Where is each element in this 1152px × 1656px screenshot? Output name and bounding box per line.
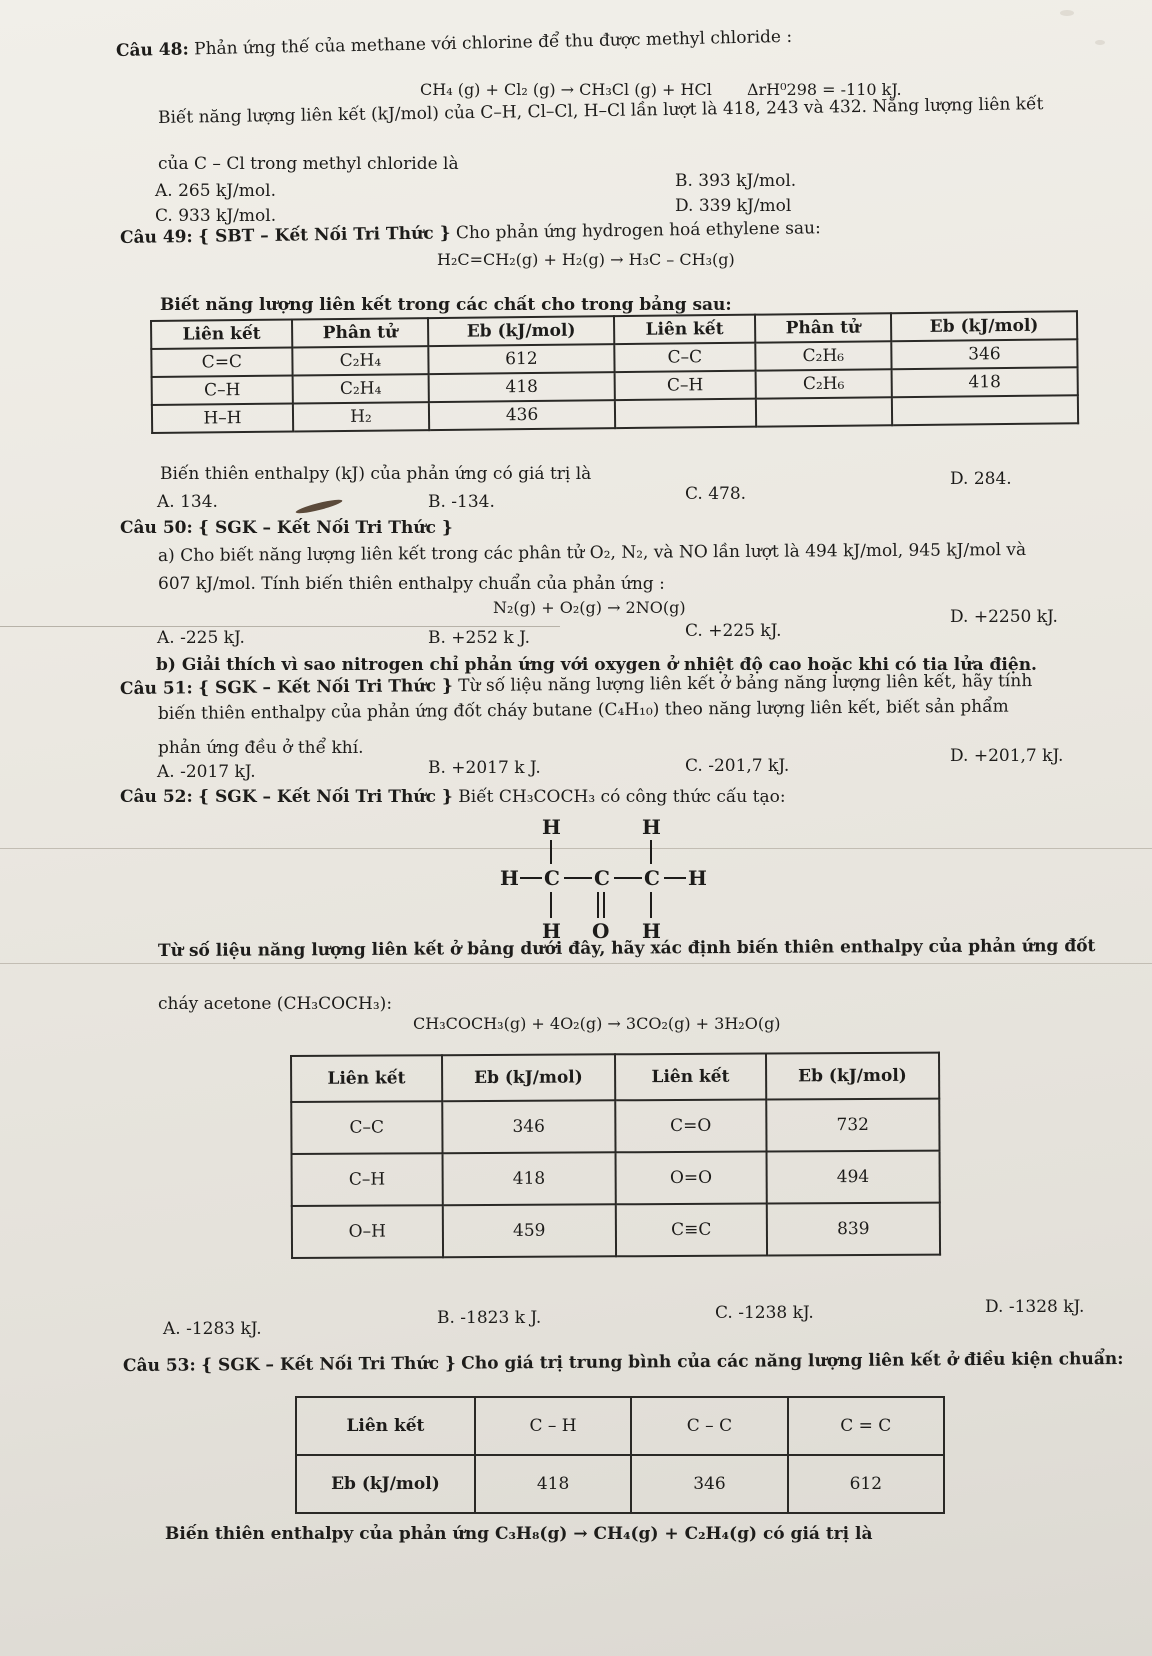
q48-option-c: C. 933 kJ/mol. xyxy=(155,206,277,226)
table-cell xyxy=(892,395,1078,425)
q48-info1: Biết năng lượng liên kết (kJ/mol) của C–H, Cl–Cl, H–Cl lần lượt là 418, 243 và 432. Năng lượng liên kết xyxy=(157,94,1044,128)
q48-info2: của C – Cl trong methyl chloride là xyxy=(158,154,459,174)
q50-intro xyxy=(120,517,453,539)
table-row xyxy=(296,1455,944,1513)
q51-source: { SGK – Kết Nối Tri Thức } xyxy=(198,676,453,699)
table-cell: C₂H₄ xyxy=(292,374,428,403)
table-cell: C₂H₆ xyxy=(755,341,891,370)
atom-label: H xyxy=(500,866,519,890)
table-cell: 732 xyxy=(766,1099,940,1152)
q51-text2: biến thiên enthalpy của phản ứng đốt cháy butane (C₄H₁₀) theo năng lượng liên kết, biết sản phẩm xyxy=(157,696,1009,724)
table-header: Eb (kJ/mol) xyxy=(428,316,614,346)
table-cell: C₂H₆ xyxy=(755,369,891,398)
q48-option-a: A. 265 kJ/mol. xyxy=(155,181,276,201)
table-header: Phân tử xyxy=(292,318,428,347)
q53-source: { SGK – Kết Nối Tri Thức } xyxy=(201,1353,456,1376)
table-row xyxy=(292,1203,940,1258)
table-cell: 459 xyxy=(442,1204,616,1257)
bleed-through-line xyxy=(0,963,1152,964)
table-cell: C=O xyxy=(615,1100,766,1153)
q52-option-d: D. -1328 kJ. xyxy=(985,1297,1085,1317)
q49-question: Biến thiên enthalpy (kJ) của phản ứng có giá trị là xyxy=(160,464,592,484)
q48-text: Phản ứng thế của methane với chlorine để thu được methyl chloride : xyxy=(193,26,793,60)
table-header: Eb (kJ/mol) xyxy=(442,1054,616,1101)
table-cell: H–H xyxy=(152,404,293,433)
table-cell: 418 xyxy=(442,1152,616,1205)
q49-text: Cho phản ứng hydrogen hoá ethylene sau: xyxy=(455,218,821,244)
q51-text1: Từ số liệu năng lượng liên kết ở bảng năng lượng liên kết, hãy tính xyxy=(458,671,1033,697)
table-cell: C–H xyxy=(292,1153,443,1206)
q53-label: Câu 53: xyxy=(122,1355,196,1376)
table-cell: 418 xyxy=(429,372,615,402)
table-header: C – C xyxy=(631,1397,787,1455)
table-header: Liên kết xyxy=(151,320,292,349)
q53-bond-table xyxy=(295,1396,945,1514)
table-header: Eb (kJ/mol) xyxy=(891,311,1077,341)
table-header: Liên kết xyxy=(614,315,755,344)
q52-option-c: C. -1238 kJ. xyxy=(715,1303,814,1323)
atom-label: C xyxy=(644,866,660,890)
q52-text: Biết CH₃COCH₃ có công thức cấu tạo: xyxy=(458,787,786,807)
q48-label: Câu 48: xyxy=(115,39,189,61)
q52-option-a: A. -1283 kJ. xyxy=(163,1319,262,1339)
table-cell: 494 xyxy=(766,1151,940,1204)
q50-option-b: B. +252 k J. xyxy=(428,628,530,648)
table-row xyxy=(291,1099,939,1154)
q49-bond-table xyxy=(150,310,1079,434)
paper-speck xyxy=(1060,10,1074,16)
q49-option-b: B. -134. xyxy=(428,492,495,512)
q48-enthalpy: ΔrH⁰298 = -110 kJ. xyxy=(746,80,902,99)
table-header: Liên kết xyxy=(296,1397,475,1455)
table-header-row xyxy=(296,1397,944,1455)
q52-bond-table xyxy=(290,1052,941,1259)
q50-a-text2: 607 kJ/mol. Tính biến thiên enthalpy chuẩn của phản ứng : xyxy=(158,574,665,594)
table-header: C – H xyxy=(475,1397,631,1455)
atom-label: H xyxy=(642,815,661,839)
table-header: C = C xyxy=(788,1397,944,1455)
q49-source: { SBT – Kết Nối Tri Thức } xyxy=(198,223,451,247)
table-cell: C≡C xyxy=(616,1204,767,1257)
q51-text3: phản ứng đều ở thể khí. xyxy=(158,738,364,758)
q51-label: Câu 51: xyxy=(119,678,193,699)
table-cell: 346 xyxy=(442,1100,616,1153)
atom-label: H xyxy=(688,866,707,890)
q52-equation: CH₃COCH₃(g) + 4O₂(g) → 3CO₂(g) + 3H₂O(g) xyxy=(413,1014,781,1033)
acetone-structure-diagram xyxy=(490,808,750,948)
q50-label: Câu 50: xyxy=(120,518,193,538)
q49-option-d: D. 284. xyxy=(950,469,1012,489)
table-cell: 436 xyxy=(429,400,615,430)
q52-option-b: B. -1823 k J. xyxy=(437,1308,542,1328)
q51-option-c: C. -201,7 kJ. xyxy=(685,756,790,776)
q49-option-c: C. 478. xyxy=(685,484,747,504)
table-cell xyxy=(756,397,892,426)
q49-table-caption: Biết năng lượng liên kết trong các chất cho trong bảng sau: xyxy=(160,295,732,315)
table-cell: 839 xyxy=(766,1203,940,1256)
q49-equation: H₂C=CH₂(g) + H₂(g) → H₃C – CH₃(g) xyxy=(437,250,735,269)
table-cell: H₂ xyxy=(293,402,429,431)
table-cell: 346 xyxy=(631,1455,787,1513)
table-header: Liên kết xyxy=(291,1055,442,1102)
q52-intro xyxy=(120,786,786,808)
q50-option-a: A. -225 kJ. xyxy=(157,628,245,648)
table-row xyxy=(292,1151,940,1206)
table-cell: O=O xyxy=(615,1152,766,1205)
q50-option-d: D. +2250 kJ. xyxy=(950,607,1058,627)
q48-option-b: B. 393 kJ/mol. xyxy=(675,171,797,191)
table-cell: 418 xyxy=(475,1455,631,1513)
atom-label: C xyxy=(544,866,560,890)
q50-option-c: C. +225 kJ. xyxy=(685,621,782,641)
atom-label: H xyxy=(642,919,661,943)
atom-label: C xyxy=(594,866,610,890)
paper-speck xyxy=(1095,40,1105,45)
q52-source: { SGK – Kết Nối Tri Thức } xyxy=(198,787,453,807)
table-cell: C=C xyxy=(151,348,292,377)
q50-a-text1: a) Cho biết năng lượng liên kết trong các phân tử O₂, N₂, và NO lần lượt là 494 kJ/mol, 945 kJ/mol và xyxy=(157,539,1027,566)
q48-option-d: D. 339 kJ/mol xyxy=(675,196,792,216)
q52-label: Câu 52: xyxy=(120,787,193,807)
q49-label: Câu 49: xyxy=(119,226,193,248)
table-header: Eb (kJ/mol) xyxy=(766,1053,940,1100)
q50-source: { SGK – Kết Nối Tri Thức } xyxy=(198,518,453,538)
atom-label: O xyxy=(592,919,610,943)
table-header: Liên kết xyxy=(615,1054,766,1101)
q53-question: Biến thiên enthalpy của phản ứng C₃H₈(g) → CH₄(g) + C₂H₄(g) có giá trị là xyxy=(165,1524,873,1544)
q49-option-a: A. 134. xyxy=(157,492,218,512)
atom-label: H xyxy=(542,919,561,943)
q48-intro xyxy=(116,26,793,62)
table-cell: O–H xyxy=(292,1205,443,1258)
q48-equation: CH₄ (g) + Cl₂ (g) → CH₃Cl (g) + HCl xyxy=(420,80,712,99)
table-cell: Eb (kJ/mol) xyxy=(296,1455,475,1513)
table-cell: C–C xyxy=(614,343,755,372)
atom-label: H xyxy=(542,815,561,839)
q52-text3: cháy acetone (CH₃COCH₃): xyxy=(158,994,393,1014)
table-cell: 418 xyxy=(892,367,1078,397)
table-cell: 346 xyxy=(891,339,1077,369)
table-cell: C–H xyxy=(615,371,756,400)
q51-option-b: B. +2017 k J. xyxy=(428,758,541,778)
q51-option-d: D. +201,7 kJ. xyxy=(950,746,1064,766)
q53-text: Cho giá trị trung bình của các năng lượng liên kết ở điều kiện chuẩn: xyxy=(461,1349,1124,1374)
table-cell: C–H xyxy=(152,376,293,405)
pen-mark xyxy=(295,497,343,515)
q50-equation: N₂(g) + O₂(g) → 2NO(g) xyxy=(493,598,686,617)
table-cell xyxy=(615,399,756,428)
q51-option-a: A. -2017 kJ. xyxy=(157,762,256,782)
table-cell: 612 xyxy=(428,344,614,374)
table-cell: C–C xyxy=(291,1101,442,1154)
q52-text2: Từ số liệu năng lượng liên kết ở bảng dưới đây, hãy xác định biến thiên enthalpy của phản ứng đốt xyxy=(157,936,1096,961)
table-header: Phân tử xyxy=(755,313,891,342)
table-header-row xyxy=(291,1053,939,1102)
table-cell: 612 xyxy=(788,1455,944,1513)
q53-intro xyxy=(123,1348,1124,1377)
table-cell: C₂H₄ xyxy=(292,346,428,375)
q50-b-text: b) Giải thích vì sao nitrogen chỉ phản ứng với oxygen ở nhiệt độ cao hoặc khi có tia lửa điện. xyxy=(156,655,1037,675)
